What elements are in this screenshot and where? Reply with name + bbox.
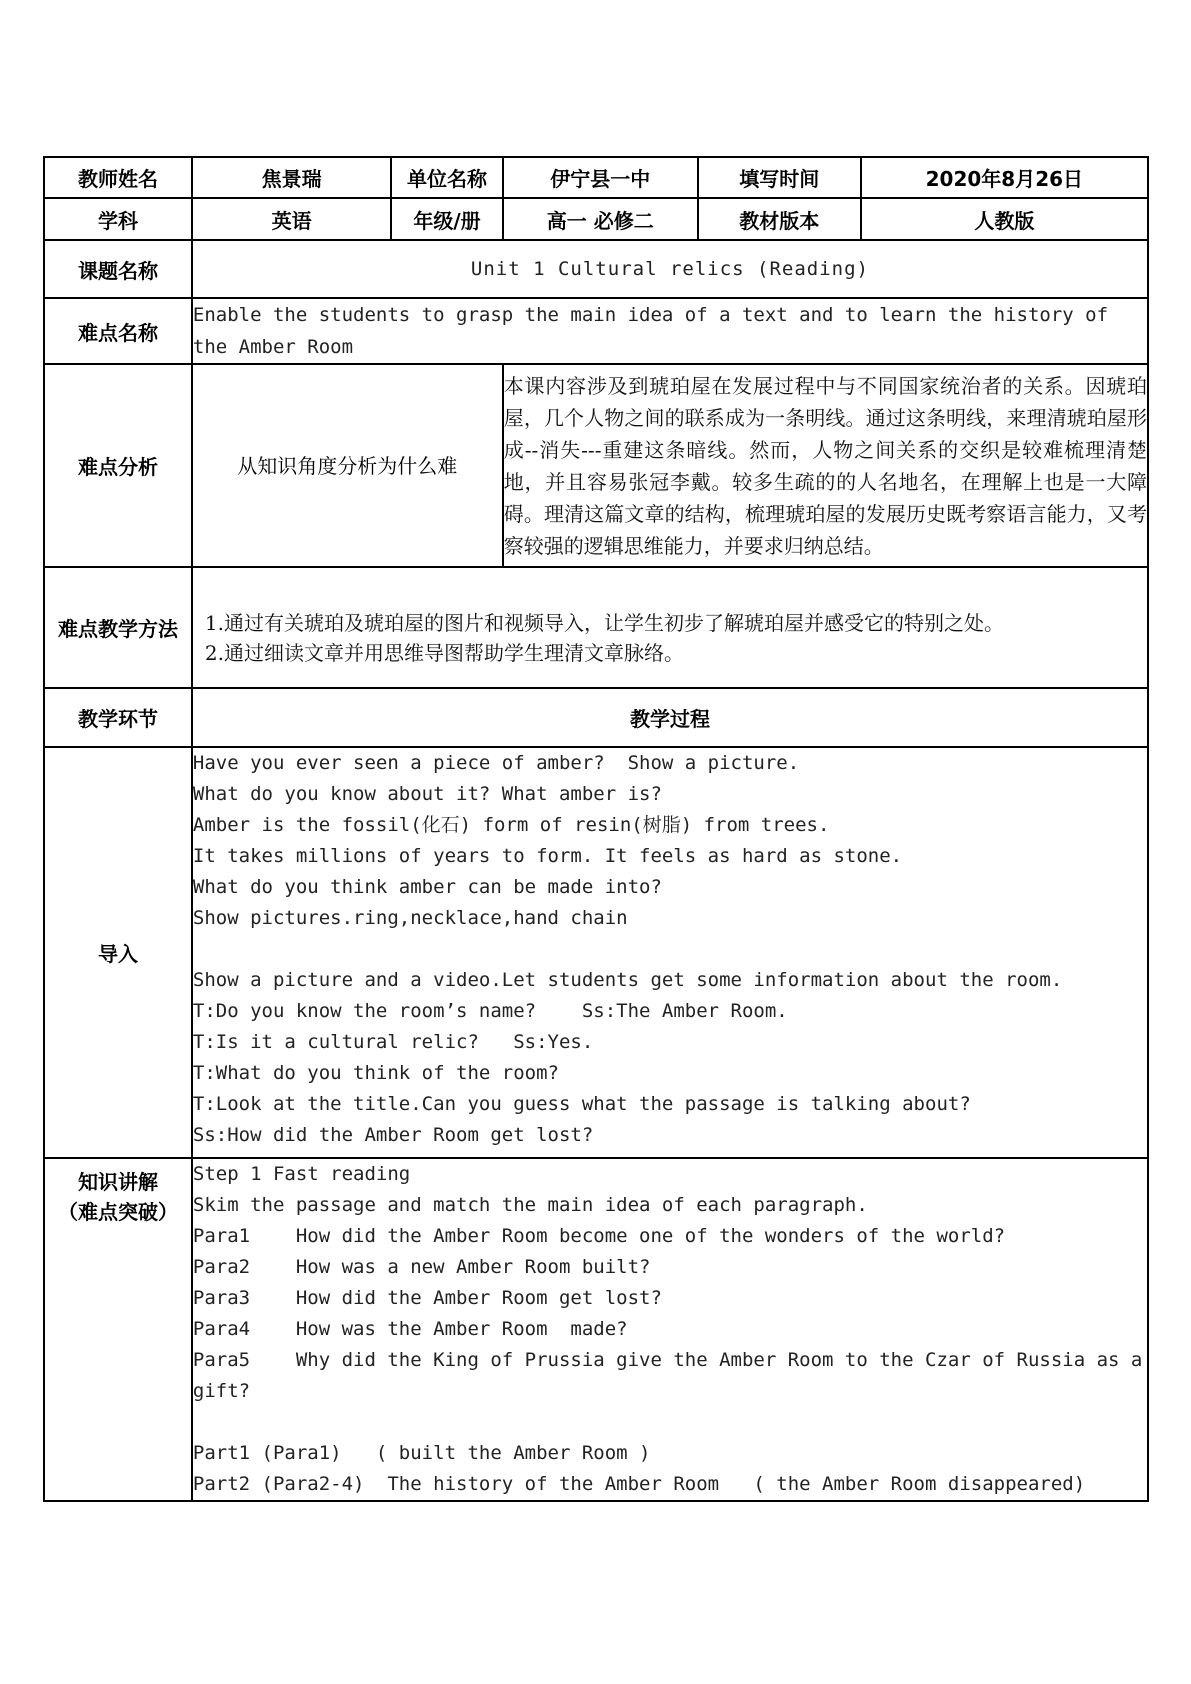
method-line-2: 2.通过细读文章并用思维导图帮助学生理清文章脉络。 — [204, 641, 684, 665]
process-label: 教学环节 — [44, 688, 192, 747]
topic-label: 课题名称 — [44, 240, 192, 298]
edition-label: 教材版本 — [698, 198, 861, 240]
intro-row — [44, 747, 1148, 1158]
method-content — [192, 567, 1148, 688]
analysis-label: 难点分析 — [44, 364, 192, 567]
intro-content — [192, 747, 1148, 1158]
difficulty-value: Enable the students to grasp the main idea of a text and to learn the history of the Amber Room — [192, 298, 1148, 364]
intro-label: 导入 — [44, 747, 192, 1158]
method-label: 难点教学方法 — [44, 567, 192, 688]
intro-line: Amber is the fossil(化石) form of resin(树脂) from trees. — [192, 814, 830, 836]
knowledge-line: Skim the passage and match the main idea of each paragraph. — [192, 1194, 868, 1216]
intro-line: What do you know about it? What amber is? — [192, 783, 662, 805]
date-value: 2020年8月26日 — [861, 157, 1148, 198]
knowledge-line: Para1 How did the Amber Room become one of the wonders of the world? — [192, 1225, 1006, 1247]
intro-line: What do you think amber can be made into? — [192, 876, 662, 898]
difficulty-label: 难点名称 — [44, 298, 192, 364]
knowledge-line: Para2 How was a new Amber Room built? — [192, 1256, 651, 1278]
knowledge-line: gift? — [192, 1380, 251, 1402]
intro-line: T:What do you think of the room? — [192, 1062, 559, 1084]
intro-line: T:Is it a cultural relic? Ss:Yes. — [192, 1031, 594, 1053]
difficulty-row — [44, 298, 1148, 364]
knowledge-label-line-1: 知识讲解 — [77, 1170, 158, 1194]
analysis-sub-label: 从知识角度分析为什么难 — [192, 364, 503, 567]
subject-value: 英语 — [192, 198, 391, 240]
unit-label: 单位名称 — [391, 157, 502, 198]
teacher-label: 教师姓名 — [44, 157, 192, 198]
knowledge-label — [44, 1158, 192, 1501]
header-row-2 — [44, 198, 1148, 240]
topic-value: Unit 1 Cultural relics (Reading) — [192, 240, 1148, 298]
method-row — [44, 567, 1148, 688]
intro-spacer — [193, 934, 1147, 965]
knowledge-line: Para4 How was the Amber Room made? — [192, 1318, 628, 1340]
process-value: 教学过程 — [192, 688, 1148, 747]
date-label: 填写时间 — [698, 157, 861, 198]
subject-label: 学科 — [44, 198, 192, 240]
knowledge-line: Step 1 Fast reading — [192, 1163, 411, 1185]
intro-line: It takes millions of years to form. It feels as hard as stone. — [192, 845, 903, 867]
knowledge-content — [192, 1158, 1148, 1501]
knowledge-row — [44, 1158, 1148, 1501]
unit-value: 伊宁县一中 — [503, 157, 698, 198]
knowledge-spacer — [193, 1407, 1147, 1438]
edition-value: 人教版 — [861, 198, 1148, 240]
grade-label: 年级/册 — [391, 198, 502, 240]
intro-line: T:Look at the title.Can you guess what the passage is talking about? — [192, 1093, 971, 1115]
teacher-value: 焦景瑞 — [192, 157, 391, 198]
knowledge-line: Part2 (Para2-4) The history of the Amber Room ( the Amber Room disappeared) — [192, 1473, 1086, 1495]
process-header-row — [44, 688, 1148, 747]
intro-line: T:Do you know the room’s name? Ss:The Amber Room. — [192, 1000, 788, 1022]
analysis-row — [44, 364, 1148, 567]
topic-row — [44, 240, 1148, 298]
knowledge-line: Para3 How did the Amber Room get lost? — [192, 1287, 662, 1309]
knowledge-label-line-2: （难点突破） — [57, 1200, 178, 1224]
intro-line: Show pictures.ring,necklace,hand chain — [192, 907, 628, 929]
lesson-plan-page — [43, 156, 1149, 1502]
lesson-plan-table — [43, 156, 1149, 1502]
header-row-1 — [44, 157, 1148, 198]
intro-line: Show a picture and a video.Let students get some information about the room. — [192, 969, 1063, 991]
analysis-text: 本课内容涉及到琥珀屋在发展过程中与不同国家统治者的关系。因琥珀屋，几个人物之间的联系成为一条明线。通过这条明线，来理清琥珀屋形成--消失---重建这条暗线。然而，人物之间关系的交织是较难梳理清楚地，并且容易张冠李戴。较多生疏的的人名地名，在理解上也是一大障碍。理清这篇文章的结构，梳理琥珀屋的发展历史既考察语言能力，又考察较强的逻辑思维能力，并要求归纳总结。 — [503, 364, 1148, 567]
grade-value: 高一 必修二 — [503, 198, 698, 240]
knowledge-line: Part1 (Para1) ( built the Amber Room ) — [192, 1442, 651, 1464]
intro-line: Ss:How did the Amber Room get lost? — [192, 1124, 594, 1146]
knowledge-line: Para5 Why did the King of Prussia give the Amber Room to the Czar of Russia as a — [192, 1349, 1143, 1371]
intro-line: Have you ever seen a piece of amber? Show a picture. — [192, 752, 800, 774]
method-line-1: 1.通过有关琥珀及琥珀屋的图片和视频导入，让学生初步了解琥珀屋并感受它的特别之处。 — [204, 611, 1004, 635]
